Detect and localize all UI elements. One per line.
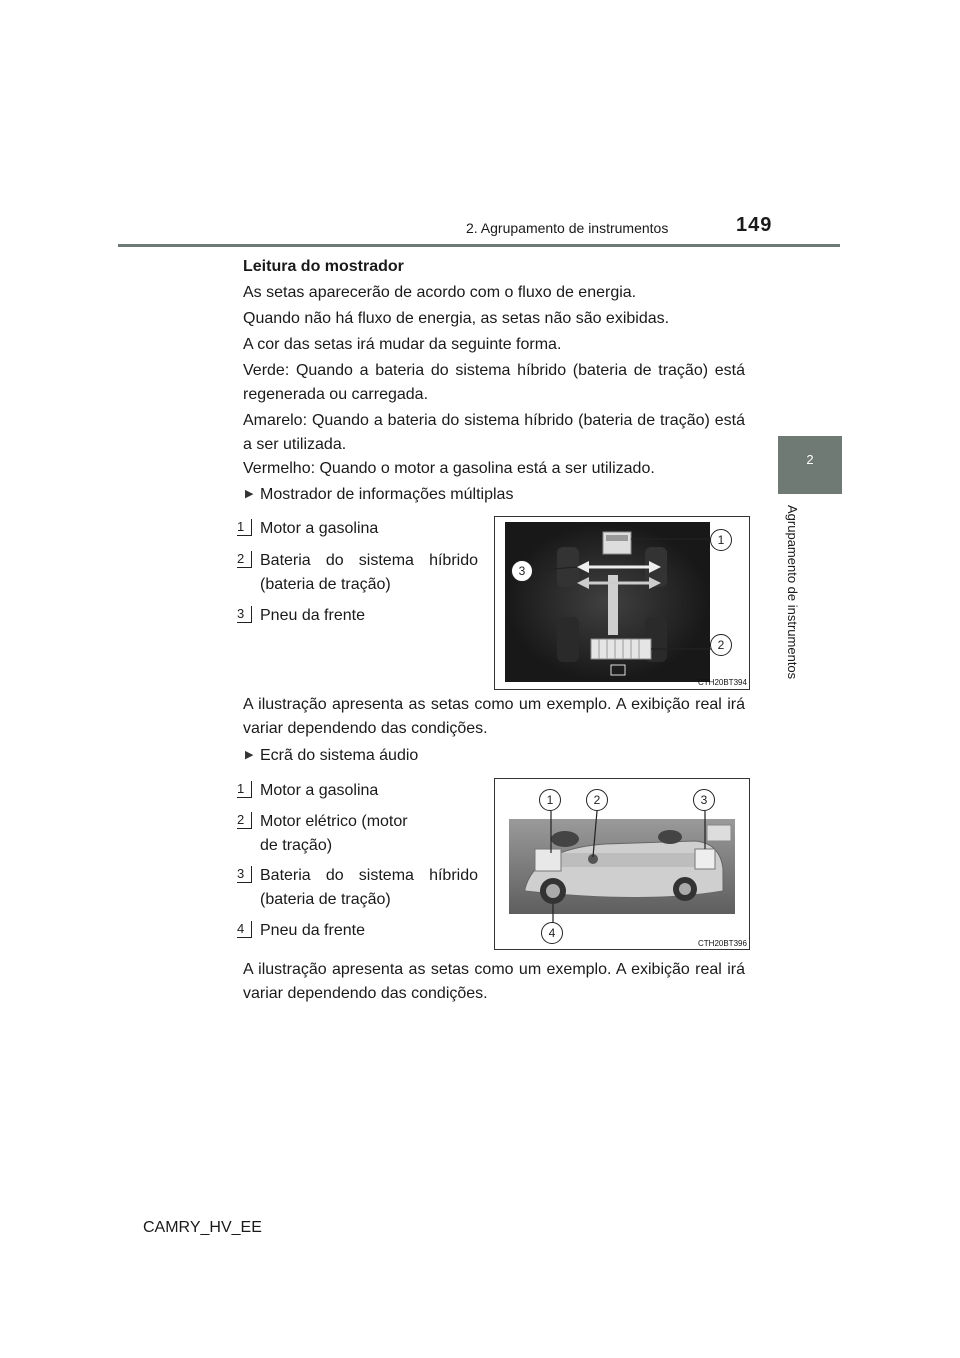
header-section-title: 2. Agrupamento de instrumentos: [466, 220, 669, 236]
section-heading: Leitura do mostrador: [243, 258, 404, 275]
figure-note: A ilustração apresenta as setas como um exemplo. A exibição real irá variar dependendo das condições.: [243, 696, 745, 737]
item-number-badge: 3: [237, 866, 252, 883]
item-number-badge: 1: [237, 519, 252, 536]
list-item: Motor a gasolina: [260, 520, 379, 537]
figure-code: CTH20BT394: [698, 678, 747, 687]
callout-4: 4: [541, 922, 563, 944]
callout-1: 1: [539, 789, 561, 811]
chapter-tab: [778, 436, 842, 494]
figure-code: CTH20BT396: [698, 939, 747, 948]
list-item: Pneu da frente: [260, 922, 365, 939]
subsection-title: Ecrã do sistema áudio: [260, 747, 419, 764]
callout-3: 3: [693, 789, 715, 811]
item-number-badge: 2: [237, 812, 252, 829]
paragraph: A cor das setas irá mudar da seguinte forma.: [243, 336, 562, 353]
bullet-arrow-icon: ▶: [245, 749, 254, 761]
page-number: 149: [736, 214, 773, 236]
figure-note: A ilustração apresenta as setas como um exemplo. A exibição real irá variar dependendo das condições.: [243, 961, 745, 1002]
callout-2: 2: [586, 789, 608, 811]
callout-3: 3: [511, 560, 533, 582]
chapter-number: 2: [806, 452, 814, 467]
bullet-arrow-icon: ▶: [245, 488, 254, 500]
subsection-title: Mostrador de informações múltiplas: [260, 486, 514, 503]
item-number-badge: 2: [237, 551, 252, 568]
header-rule: [118, 244, 840, 247]
list-item: Bateria do sistema híbrido (bateria de tração): [260, 867, 478, 908]
item-number-badge: 4: [237, 921, 252, 938]
paragraph: As setas aparecerão de acordo com o fluxo de energia.: [243, 284, 637, 301]
paragraph: Vermelho: Quando o motor a gasolina está a ser utilizado.: [243, 460, 655, 477]
list-item: Pneu da frente: [260, 607, 365, 624]
list-item: Motor a gasolina: [260, 782, 379, 799]
callout-2: 2: [710, 634, 732, 656]
paragraph: Quando não há fluxo de energia, as setas não são exibidas.: [243, 310, 670, 327]
paragraph: Verde: Quando a bateria do sistema híbrido (bateria de tração) está regenerada ou carregada.: [243, 362, 745, 403]
paragraph: Amarelo: Quando a bateria do sistema híbrido (bateria de tração) está a ser utilizada.: [243, 412, 745, 453]
item-number-badge: 1: [237, 781, 252, 798]
list-item: Motor elétrico (motor de tração): [260, 813, 408, 854]
figure-audio-display: [494, 778, 750, 950]
chapter-label: Agrupamento de instrumentos: [785, 505, 800, 680]
callout-1: 1: [710, 529, 732, 551]
item-number-badge: 3: [237, 606, 252, 623]
document-code: CAMRY_HV_EE: [143, 1219, 262, 1236]
list-item: Bateria do sistema híbrido (bateria de tração): [260, 552, 478, 593]
figure-multi-info-display: [494, 516, 750, 690]
